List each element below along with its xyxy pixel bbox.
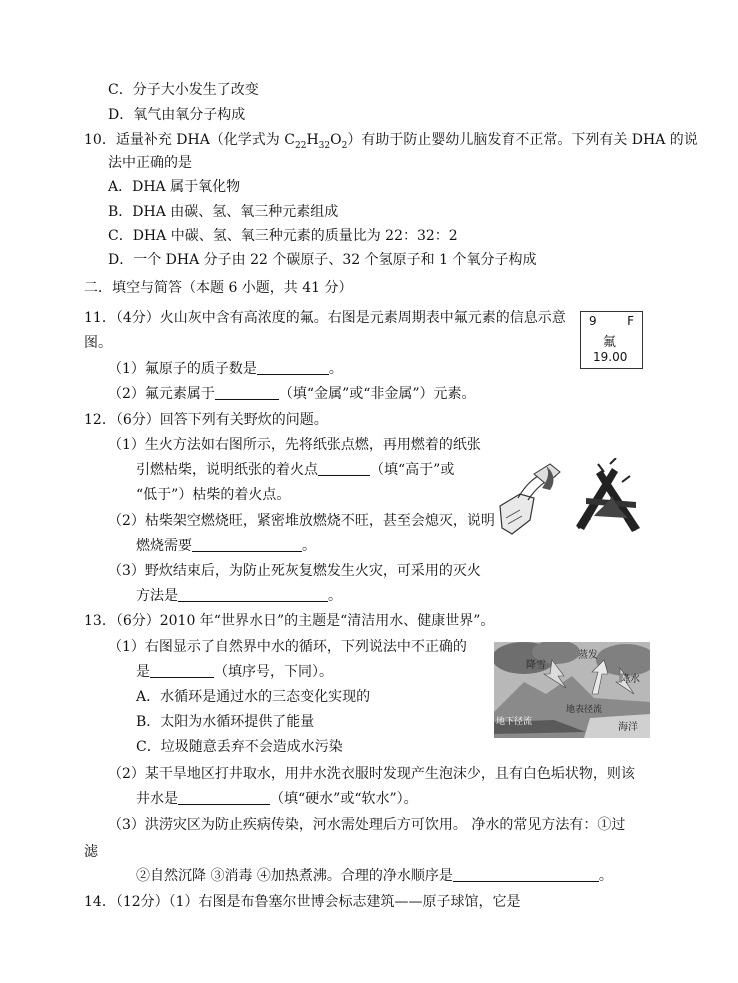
answer-blank[interactable] [178, 790, 270, 805]
q9-option-d: D．氧气由氧分子构成 [108, 107, 246, 123]
q12-part2-line1: （2）枯柴架空燃烧旺，紧密堆放燃烧不旺，甚至会熄灭，说明 [108, 513, 495, 529]
q13-part3-line2: 滤 [84, 844, 98, 860]
q13-part3-line3: ②自然沉降 ③消毒 ④加热煮沸。合理的净水顺序是 。 [136, 868, 613, 884]
q10-option-d: D．一个 DHA 分子由 22 个碳原子、32 个氢原子和 1 个氧分子构成 [108, 252, 537, 268]
q9-option-c: C．分子大小发生了改变 [108, 82, 259, 98]
q13-part1-line2: 是 （填序号，下同）。 [136, 664, 333, 680]
q14-stem: 14．（12分）（1）右图是布鲁塞尔世博会标志建筑——原子球馆，它是 [84, 894, 521, 910]
answer-blank[interactable] [453, 867, 599, 882]
fluorine-element-card [580, 311, 643, 369]
q13-stem: 13．（6分）2010 年“世界水日”的主题是“清洁用水、健康世界”。 [84, 613, 495, 629]
atomic-mass: 19.00 [593, 350, 628, 364]
q12-part3-line2: 方法是 。 [136, 588, 342, 604]
q10-option-c: C．DHA 中碳、氢、氧三种元素的质量比为 22：32：2 [108, 228, 458, 244]
hand-lighting-paper-illustration [500, 464, 560, 534]
q10-stem-line2: 法中正确的是 [108, 155, 192, 171]
answer-blank[interactable] [150, 663, 214, 678]
answer-blank[interactable] [318, 461, 370, 476]
q12-stem: 12．（6分）回答下列有关野炊的问题。 [84, 412, 328, 428]
q11-stem-line2: 图。 [84, 335, 112, 351]
q13-part3-line1: （3）洪涝灾区为防止疾病传染，河水需处理后方可饮用。 净水的常见方法有：①过 [108, 817, 626, 833]
q11-part1: （1）氟原子的质子数是 。 [108, 361, 343, 377]
answer-blank[interactable] [192, 537, 302, 552]
q10-stem-line1: 10．适量补充 DHA（化学式为 $C_{22}H_{32}O_2$）有助于防止婴幼儿脑发育不正常。下列有关 DHA 的说 [84, 132, 698, 151]
q11-stem-line1: 11．（4分）火山灰中含有高浓度的氟。右图是元素周期表中氟元素的信息示意 [84, 310, 566, 326]
atomic-number: 9 [589, 314, 597, 328]
label-evaporation: 蒸发 [578, 650, 598, 661]
label-ocean: 海洋 [618, 722, 638, 733]
label-rain: 降水 [620, 674, 640, 685]
water-cycle-figure [494, 642, 650, 738]
q13-option-c: C．垃圾随意丢弃不会造成水污染 [136, 739, 343, 755]
q10-option-a: A．DHA 属于氧化物 [108, 179, 241, 195]
q13-part2-line1: （2）某干旱地区打井取水，用井水洗衣服时发现产生泡沫少，且有白色垢状物，则该 [108, 766, 635, 782]
element-name: 氟 [603, 335, 617, 350]
answer-blank[interactable] [257, 360, 329, 375]
label-snow: 降雪 [526, 660, 546, 671]
campfire-figure [490, 458, 650, 540]
q12-part1-line3: “低于”）枯柴的着火点。 [136, 487, 291, 503]
label-surface-runoff: 地表径流 [566, 705, 603, 715]
q10-option-b: B．DHA 由碳、氢、氧三种元素组成 [108, 204, 339, 220]
q13-option-a: A．水循环是通过水的三态变化实现的 [136, 689, 371, 705]
q13-part1-line1: （1）右图显示了自然界中水的循环，下列说法中不正确的 [108, 639, 467, 655]
q12-part1-line1: （1）生火方法如右图所示，先将纸张点燃，再用燃着的纸张 [108, 437, 481, 453]
section-heading: 二．填空与简答（本题 6 小题，共 41 分） [84, 280, 353, 296]
q12-part3-line1: （3）野炊结束后，为防止死灰复燃发生火灾，可采用的灭火 [108, 563, 481, 579]
q12-part1-line2: 引燃枯柴，说明纸张的着火点 （填“高于”或 [136, 462, 455, 478]
answer-blank[interactable] [215, 385, 279, 400]
firewood-stack-illustration [576, 458, 640, 532]
label-groundwater: 地下径流 [496, 717, 533, 727]
q13-option-b: B．太阳为水循环提供了能量 [136, 714, 315, 730]
q12-part2-line2: 燃烧需要 。 [136, 538, 316, 554]
answer-blank[interactable] [178, 587, 328, 602]
q11-part2: （2）氟元素属于 （填“金属”或“非金属”）元素。 [108, 386, 476, 402]
element-symbol: F [627, 314, 634, 328]
q13-part2-line2: 井水是 （填“硬水”或“软水”）。 [136, 791, 418, 807]
